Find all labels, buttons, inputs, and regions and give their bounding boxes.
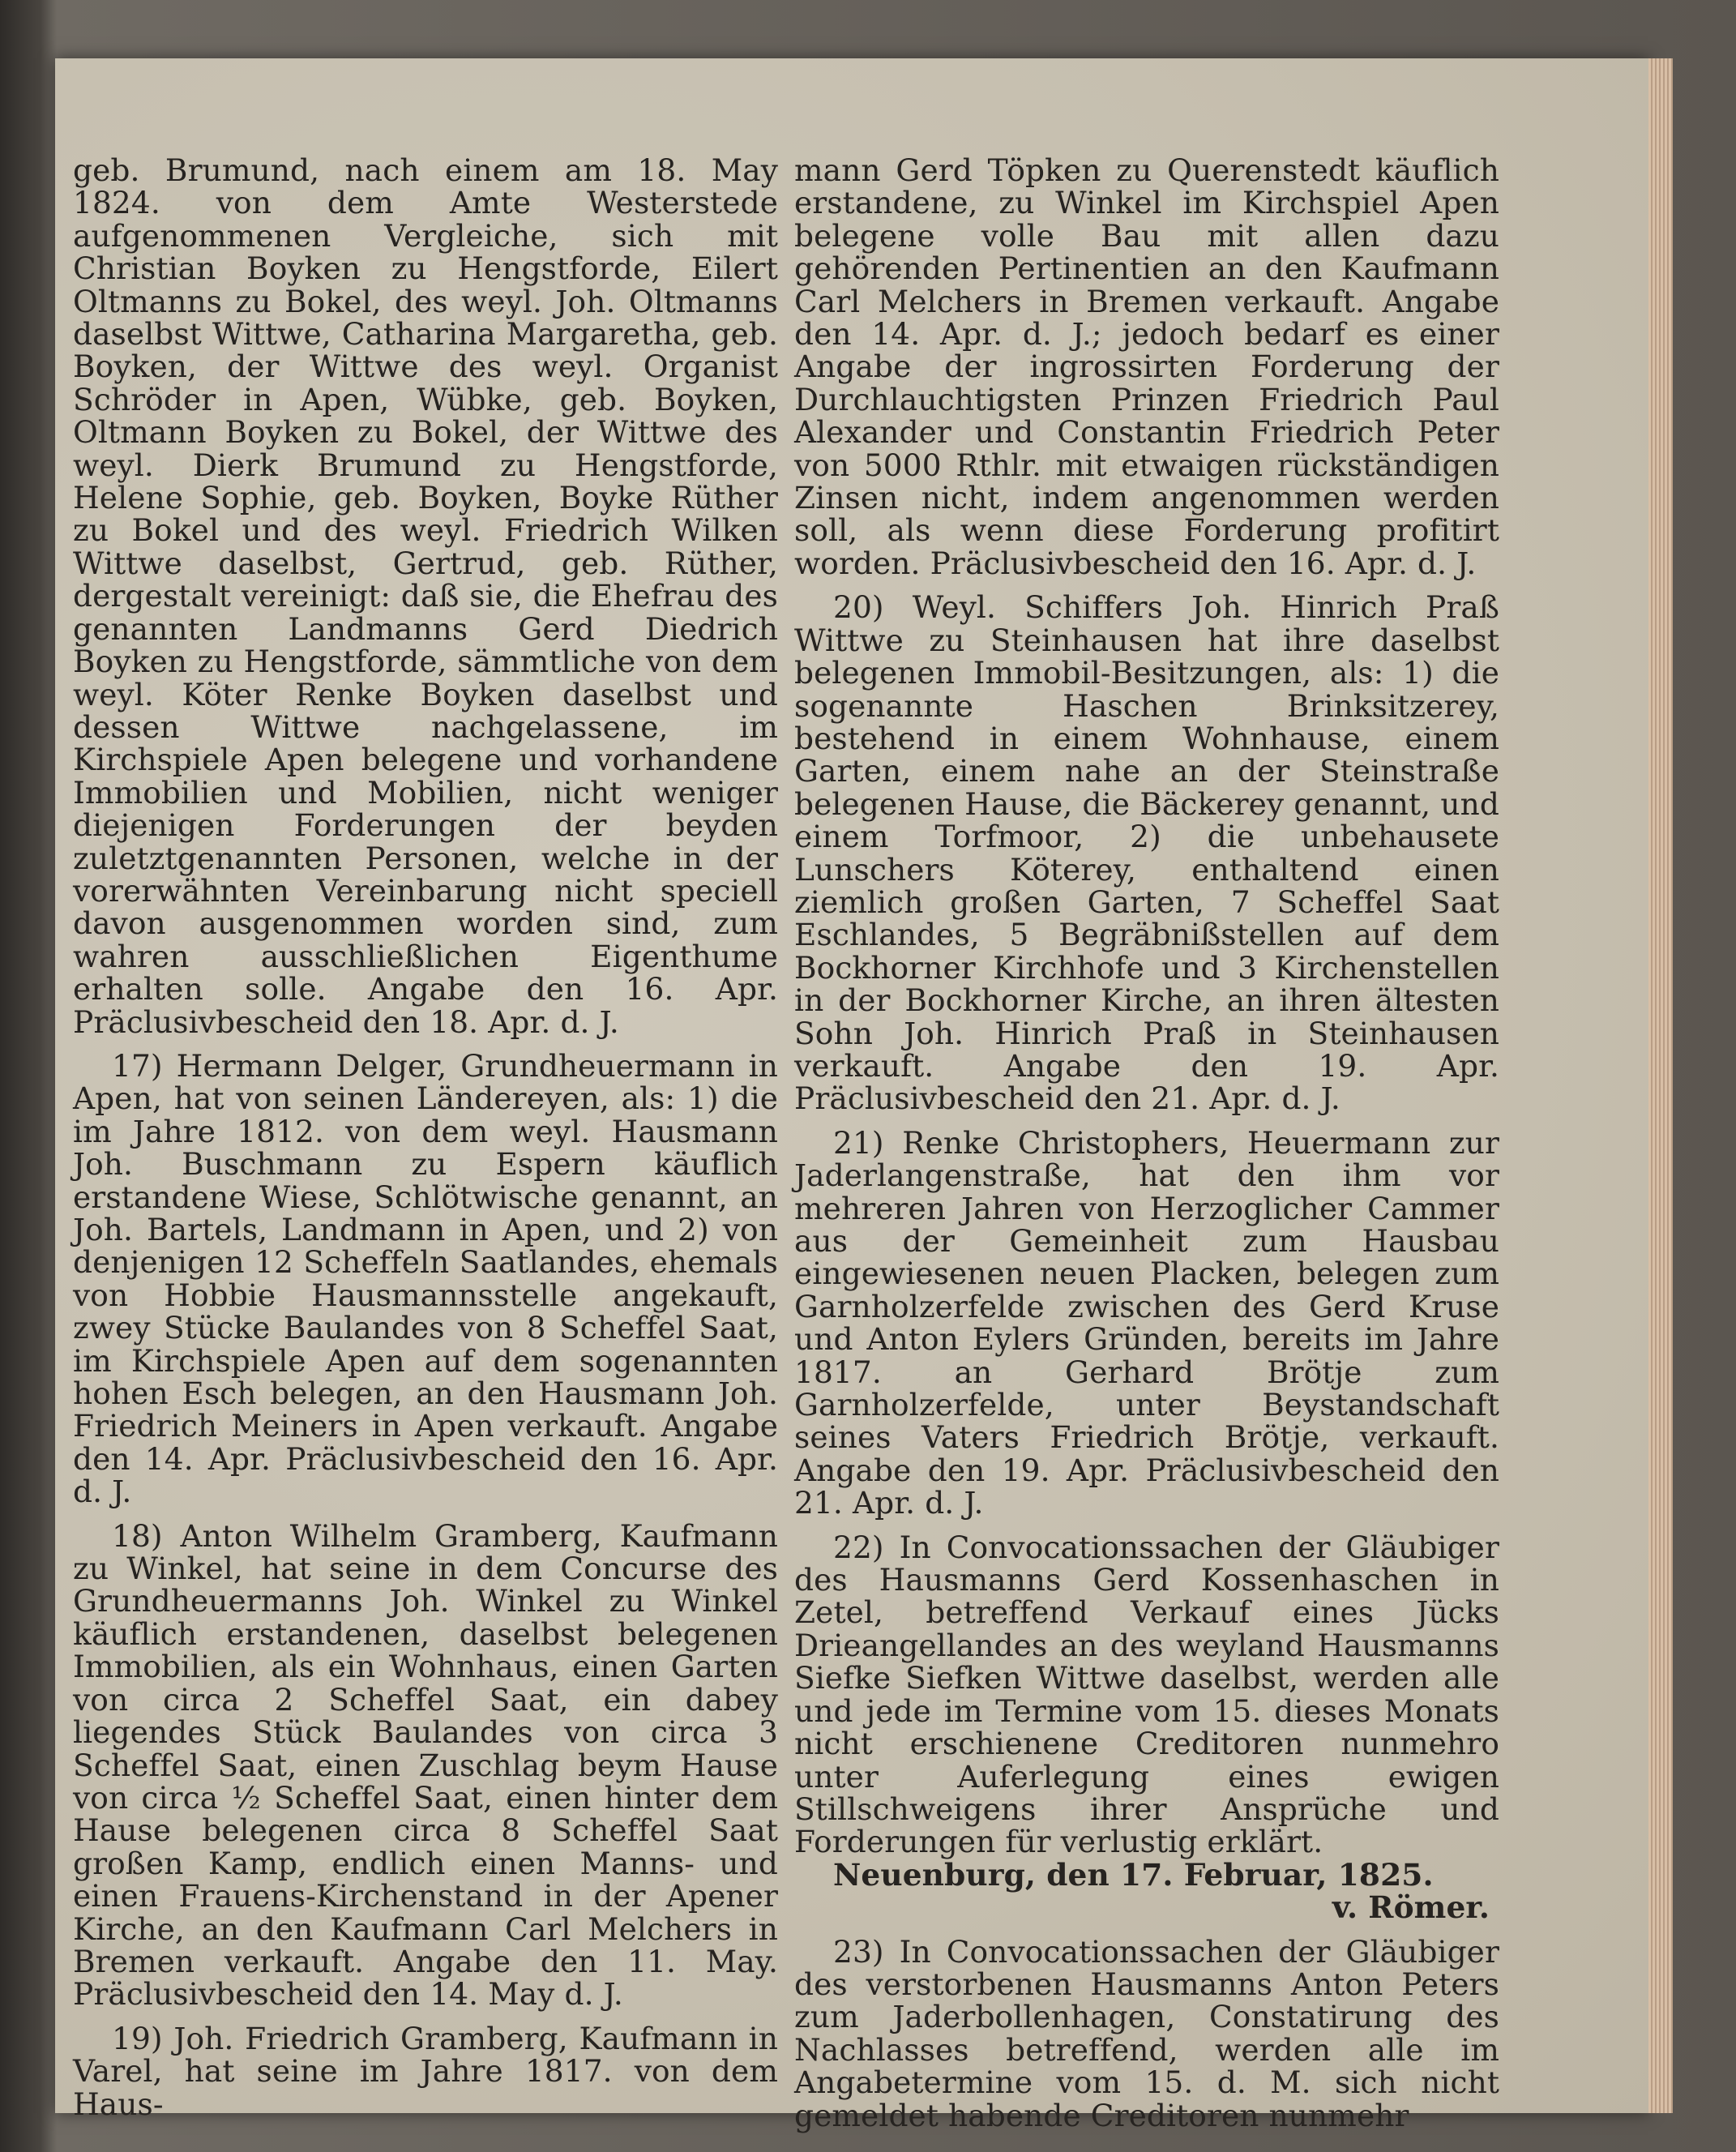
paragraph-22: 22) In Convocationssachen der Gläubiger des Hausmanns Gerd Kossenhaschen in Zetel, betreffend Verkauf eines Jücks Drieangellandes an des weyland Hausmanns Siefke Siefken Wittwe daselbst, werden alle und jede im Termine vom 15. dieses Monats nicht erschienene Creditoren nunmehro unter Auferlegung eines ewigen Stillschweigens ihrer Ansprüche und Forderungen für verlustig erklärt.: [794, 1529, 1499, 1860]
paragraph-17: 17) Hermann Delger, Grundheuermann in Apen, hat von seinen Ländereyen, als: 1) die im Jahre 1812. von dem weyl. Hausmann Joh. Buschmann zu Espern käuflich erstandene Wiese, Schlötwische genannt, an Joh. Bartels, Landmann in Apen, und 2) von denjenigen 12 Scheffeln Saatlandes, ehemals von Hobbie Hausmannsstelle angekauft, zwey Stücke Baulandes von 8 Scheffel Saat, im Kirchspiele Apen auf dem sogenannten hohen Esch belegen, an den Hausmann Joh. Friedrich Meiners in Apen verkauft. Angabe den 14. Apr. Präclusivbescheid den 16. Apr. d. J.: [73, 1047, 778, 1510]
paragraph-18: 18) Anton Wilhelm Gramberg, Kaufmann zu Winkel, hat seine in dem Concurse des Grundheuermanns Joh. Winkel zu Winkel käuflich erstandenen, daselbst belegenen Immobilien, als ein Wohnhaus, einen Garten von circa 2 Scheffel Saat, ein dabey liegendes Stück Baulandes von circa 3 Scheffel Saat, einen Zuschlag beym Hause von circa ½ Scheffel Saat, einen hinter dem Hause belegenen circa 8 Scheffel Saat großen Kamp, endlich einen Manns- und einen Frauens-Kirchenstand in der Apener Kirche, an den Kaufmann Carl Melchers in Bremen verkauft. Angabe den 11. May. Präclusivbescheid den 14. May d. J.: [73, 1517, 778, 2013]
document-page: [55, 58, 1648, 2133]
left-column: [73, 154, 778, 2120]
paragraph-20: 20) Weyl. Schiffers Joh. Hinrich Praß Wittwe zu Steinhausen hat ihre daselbst belegenen Immobil-Besitzungen, als: 1) die sogenannte Haschen Brinksitzerey, bestehend in einem Wohnhause, einem Garten, einem nahe an der Steinstraße belegenen Hause, die Bäckerey genannt, und einem Torfmoor, 2) die unbehausete Lunschers Köterey, enthaltend einen ziemlich großen Garten, 7 Scheffel Saat Eschlandes, 5 Begräbnißstellen auf dem Bockhorner Kirchhofe und 3 Kirchenstellen in der Bockhorner Kirche, an ihren ältesten Sohn Joh. Hinrich Praß in Steinhausen verkauft. Angabe den 19. Apr. Präclusivbescheid den 21. Apr. d. J.: [794, 589, 1499, 1117]
paragraph-16-continued: geb. Brumund, nach einem am 18. May 1824. von dem Amte Westerstede aufgenommenen Vergleiche, sich mit Christian Boyken zu Hengstforde, Eilert Oltmanns zu Bokel, des weyl. Joh. Oltmanns daselbst Wittwe, Catharina Margaretha, geb. Boyken, der Wittwe des weyl. Organist Schröder in Apen, Wübke, geb. Boyken, Oltmann Boyken zu Bokel, der Wittwe des weyl. Dierk Brumund zu Hengstforde, Helene Sophie, geb. Boyken, Boyke Rüther zu Bokel und des weyl. Friedrich Wilken Wittwe daselbst, Gertrud, geb. Rüther, dergestalt vereinigt: daß sie, die Ehefrau des genannten Landmanns Gerd Diedrich Boyken zu Hengstforde, sämmtliche von dem weyl. Köter Renke Boyken daselbst und dessen Wittwe nachgelassene, im Kirchspiele Apen belegene und vorhandene Immobilien und Mobilien, nicht weniger diejenigen Forderungen der beyden zuletztgenannten Personen, welche in der vorerwähnten Vereinbarung nicht speciell davon ausgenommen worden sind, zum wahren ausschließlichen Eigenthume erhalten solle. Angabe den 16. Apr. Präclusivbescheid den 18. Apr. d. J.: [73, 152, 778, 1040]
paragraph-21: 21) Renke Christophers, Heuermann zur Jaderlangenstraße, hat den ihm vor mehreren Jahren von Herzoglicher Cammer aus der Gemeinheit zum Hausbau eingewiesenen neuen Placken, belegen zum Garnholzerfelde zwischen des Gerd Kruse und Anton Eylers Gründen, bereits im Jahre 1817. an Gerhard Brötje zum Garnholzerfelde, unter Beystandschaft seines Vaters Friedrich Brötje, verkauft. Angabe den 19. Apr. Präclusivbescheid den 21. Apr. d. J.: [794, 1124, 1499, 1521]
dateline: Neuenburg, den 17. Februar, 1825.: [833, 1856, 1434, 1893]
paragraph-19-continued: mann Gerd Töpken zu Querenstedt käuflich erstandene, zu Winkel im Kirchspiel Apen belegene volle Bau mit allen dazu gehörenden Pertinentien an den Kaufmann Carl Melchers in Bremen verkauft. Angabe den 14. Apr. d. J.; jedoch bedarf es einer Angabe der ingrossirten Forderung der Durchlauchtigsten Prinzen Friedrich Paul Alexander und Constantin Friedrich Peter von 5000 Rthlr. mit etwaigen rückständigen Zinsen nicht, indem angenommen werden soll, als wenn diese Forderung profitirt worden. Präclusivbescheid den 16. Apr. d. J.: [794, 152, 1499, 581]
right-column: [794, 154, 1499, 2132]
paragraph-19: 19) Joh. Friedrich Gramberg, Kaufmann in Varel, hat seine im Jahre 1817. von dem Haus-: [73, 2020, 778, 2122]
page-edge: [1648, 58, 1673, 2113]
paragraph-23: 23) In Convocationssachen der Gläubiger des verstorbenen Hausmanns Anton Peters zum Jaderbollenhagen, Constatirung des Nachlasses betreffend, werden alle im Angabetermine vom 15. d. M. sich nicht gemeldet habende Creditoren nunmehr: [794, 1933, 1499, 2133]
signature: v. Römer.: [1332, 1889, 1490, 1926]
